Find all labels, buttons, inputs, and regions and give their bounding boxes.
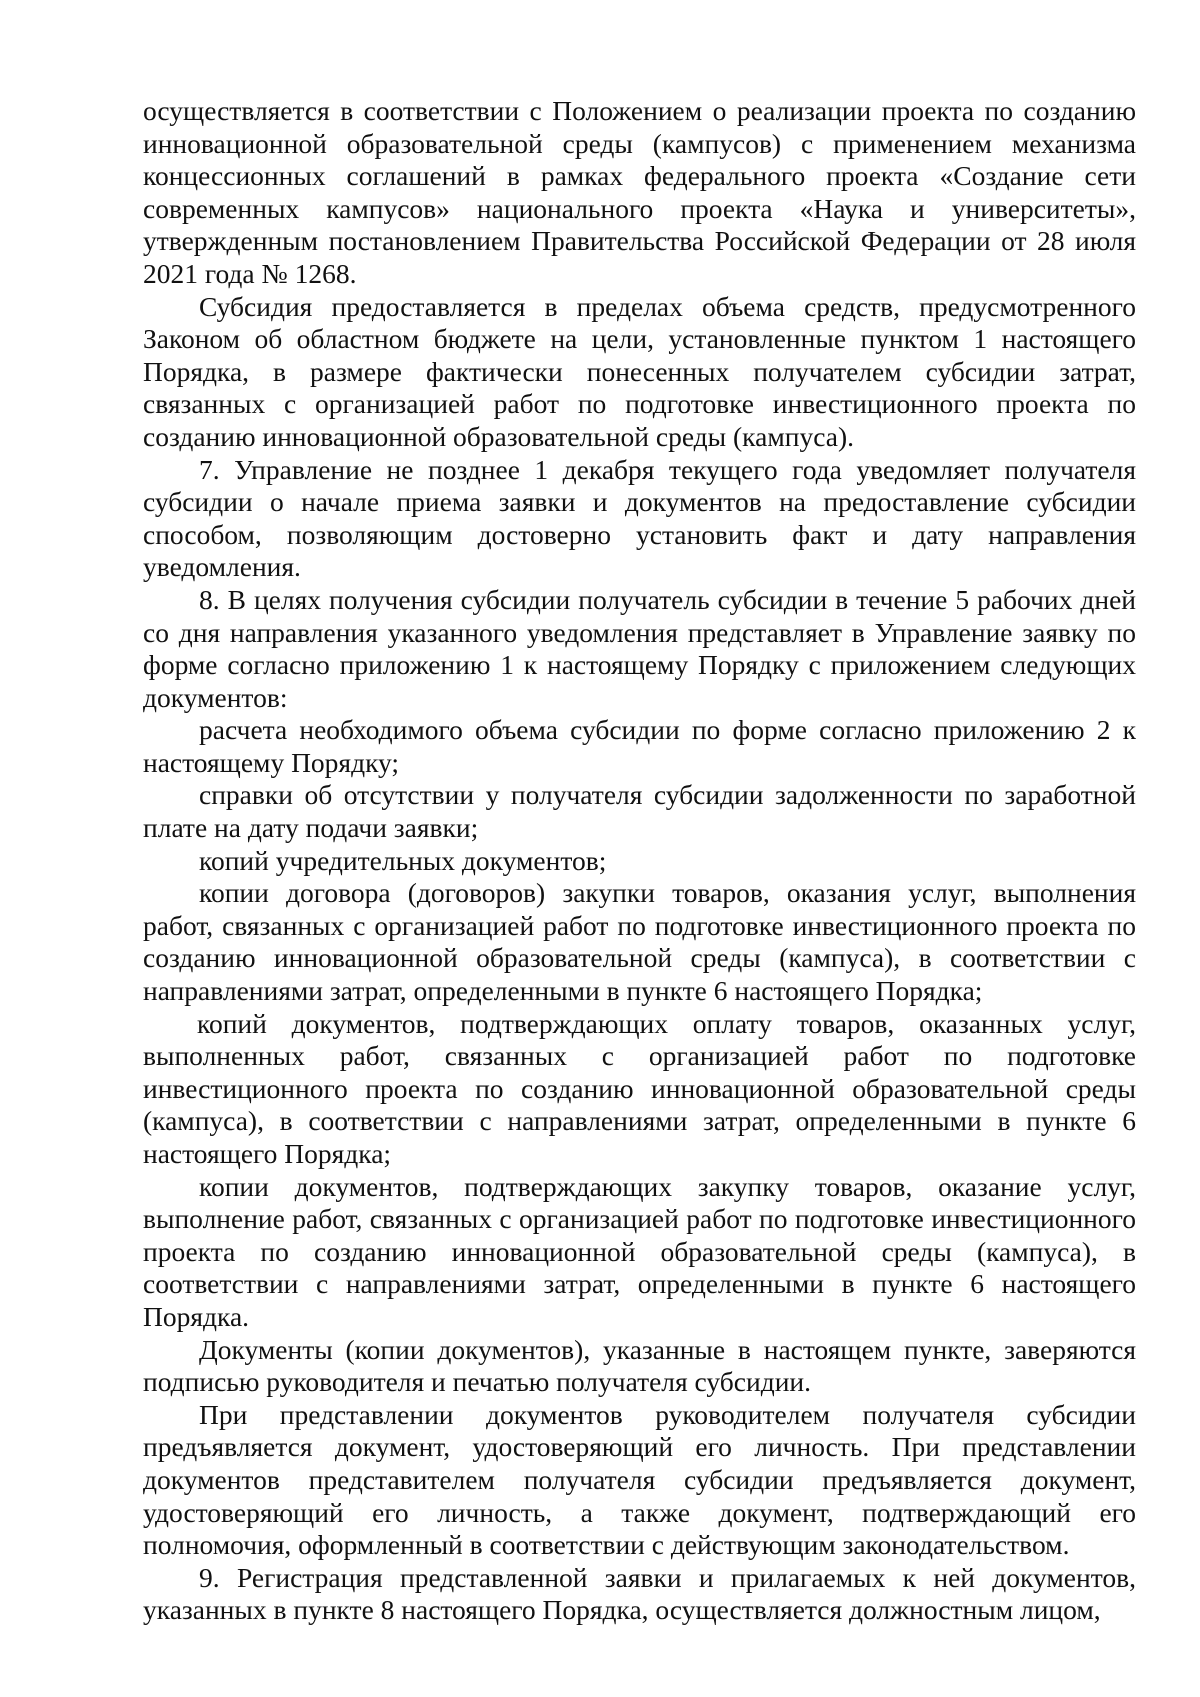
paragraph-item-7: 7. Управление не позднее 1 декабря текущего года уведомляет получателя субсидии о начале приема заявки и документов на предоставление субсидии способом, позволяющим достоверно установить факт и дату направления уведомления. [143, 453, 1136, 583]
paragraph-subsidy-limits: Субсидия предоставляется в пределах объема средств, предусмотренного Законом об областном бюджете на цели, установленные пунктом 1 настоящего Порядка, в размере фактически понесенных получателем субсидии затрат, связанных с организацией работ по подготовке инвестиционного проекта по созданию инновационной образовательной среды (кампуса). [143, 290, 1136, 452]
list-item-purchase-documents: копии документов, подтверждающих закупку товаров, оказание услуг, выполнение работ, связанных с организацией работ по подготовке инвестиционного проекта по созданию инновационной образовательной среды (кампуса), в соответствии с направлениями затрат, определенными в пункте 6 настоящего Порядка. [143, 1170, 1136, 1332]
list-item-founding-documents: копий учредительных документов; [199, 844, 607, 876]
list-item-payment-documents: копий документов, подтверждающих оплату товаров, оказанных услуг, выполненных работ, связанных с организацией работ по подготовке инвестиционного проекта по созданию инновационной образовательной среды (кампуса), в соответствии с направлениями затрат, определенными в пункте 6 настоящего Порядка; [143, 1007, 1136, 1169]
list-item-contracts: копии договора (договоров) закупки товаров, оказания услуг, выполнения работ, связанных с организацией работ по подготовке инвестиционного проекта по созданию инновационной образовательной среды (кампуса), в соответствии с направлениями затрат, определенными в пункте 6 настоящего Порядка; [143, 877, 1136, 1007]
paragraph-item-9: 9. Регистрация представленной заявки и прилагаемых к ней документов, указанных в пункте 8 настоящего Порядка, осуществляется должностным лицом, [143, 1561, 1136, 1626]
list-item-calculation: расчета необходимого объема субсидии по форме согласно приложению 2 к настоящему Порядку; [143, 714, 1136, 778]
paragraph-continuation: осуществляется в соответствии с Положением о реализации проекта по созданию инновационной образовательной среды (кампусов) с применением механизма концессионных соглашений в рамках федерального проекта «Создание сети современных кампусов» национального проекта «Наука и университеты», утвержденным постановлением Правительства Российской Федерации от 28 июля 2021 года № 1268. [143, 95, 1136, 289]
paragraph-item-8: 8. В целях получения субсидии получатель субсидии в течение 5 рабочих дней со дня направления указанного уведомления представляет в Управление заявку по форме согласно приложению 1 к настоящему Порядку с приложением следующих документов: [143, 583, 1136, 713]
document-body [143, 95, 1136, 1627]
list-item-certificate: справки об отсутствии у получателя субсидии задолженности по заработной плате на дату подачи заявки; [143, 779, 1136, 844]
paragraph-identity: При представлении документов руководителем получателя субсидии предъявляется документ, удостоверяющий его личность. При представлении документов представителем получателя субсидии предъявляется документ, удостоверяющий его личность, а также документ, подтверждающий его полномочия, оформленный в соответствии с действующим законодательством. [143, 1398, 1136, 1561]
paragraph-certification: Документы (копии документов), указанные в настоящем пункте, заверяются подписью руководителя и печатью получателя субсидии. [143, 1333, 1136, 1398]
